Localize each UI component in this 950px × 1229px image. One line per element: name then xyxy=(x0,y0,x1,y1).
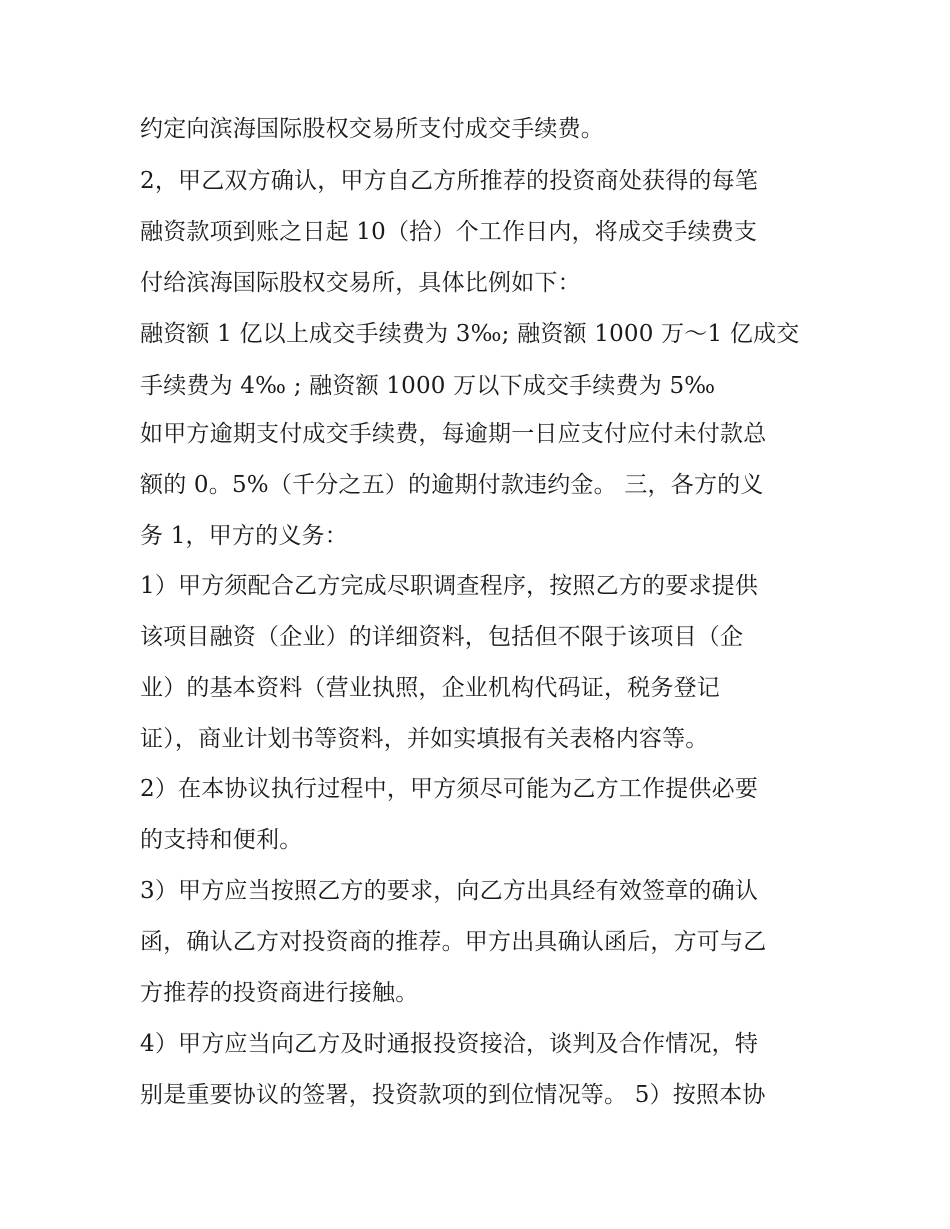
text-line: 额的 0。5%（千分之五）的逾期付款违约金。 三，各方的义 xyxy=(140,472,764,498)
text-line: 的支持和便利。 xyxy=(140,827,303,853)
text-line: 别是重要协议的签署，投资款项的到位情况等。 5）按照本协 xyxy=(140,1082,766,1108)
text-line: 4）甲方应当向乙方及时通报投资接洽，谈判及合作情况，特 xyxy=(140,1031,759,1057)
text-line: 1）甲方须配合乙方完成尽职调查程序，按照乙方的要求提供 xyxy=(140,573,759,599)
text-line: 方推荐的投资商进行接触。 xyxy=(140,980,419,1006)
text-line: 约定向滨海国际股权交易所支付成交手续费。 xyxy=(140,116,604,142)
text-line: 如甲方逾期支付成交手续费，每逾期一日应支付应付未付款总 xyxy=(140,421,767,447)
text-line: 2）在本协议执行过程中，甲方须尽可能为乙方工作提供必要 xyxy=(140,776,759,802)
text-line: 业）的基本资料（营业执照，企业机构代码证，税务登记 xyxy=(140,675,720,701)
text-line: 融资额 1 亿以上成交手续费为 3‰; 融资额 1000 万～1 亿成交 xyxy=(140,321,800,347)
text-line: 该项目融资（企业）的详细资料，包括但不限于该项目（企 xyxy=(140,624,744,650)
text-line: 付给滨海国际股权交易所，具体比例如下： xyxy=(140,270,581,296)
text-line: 手续费为 4‰ ; 融资额 1000 万以下成交手续费为 5‰ xyxy=(140,373,716,399)
text-line: 务 1，甲方的义务： xyxy=(140,523,348,549)
text-line: 融资款项到账之日起 10（拾）个工作日内，将成交手续费支 xyxy=(140,219,758,245)
text-line: 函，确认乙方对投资商的推荐。甲方出具确认函后，方可与乙 xyxy=(140,929,767,955)
text-line: 2，甲乙双方确认，甲方自乙方所推荐的投资商处获得的每笔 xyxy=(140,168,759,194)
text-line: 证），商业计划书等资料，并如实填报有关表格内容等。 xyxy=(140,726,709,752)
text-line: 3）甲方应当按照乙方的要求，向乙方出具经有效签章的确认 xyxy=(140,878,759,904)
